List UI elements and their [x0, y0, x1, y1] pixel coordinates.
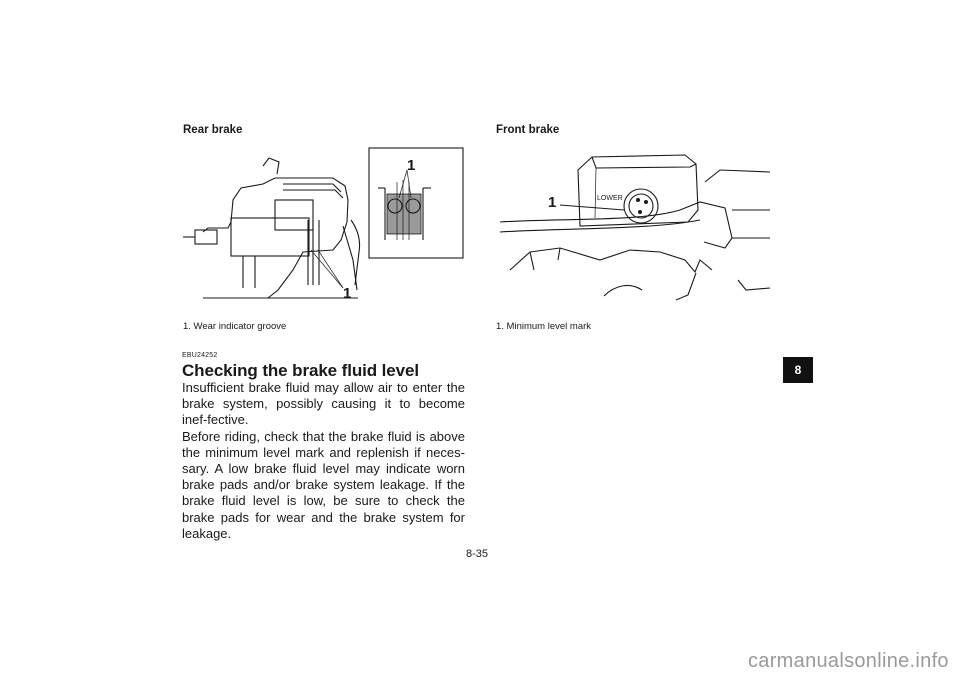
watermark: carmanualsonline.info [748, 650, 949, 672]
front-callout: 1 [548, 194, 557, 211]
front-brake-illustration [500, 140, 790, 310]
rear-callout-top: 1 [407, 157, 416, 174]
rear-callout-bottom: 1 [343, 285, 352, 302]
page-number: 8-35 [466, 548, 489, 560]
front-brake-title: Front brake [496, 124, 560, 136]
chapter-tab: 8 [783, 357, 813, 383]
paragraph-1: Insufficient brake fluid may allow air to enter the brake system, possibly causing it to become inef-fective. [182, 380, 465, 428]
rear-brake-illustration [183, 140, 483, 310]
rear-brake-title: Rear brake [183, 124, 243, 136]
section-heading: Checking the brake fluid level [182, 361, 419, 380]
section-code: EBU24252 [182, 352, 218, 359]
front-brake-caption: 1. Minimum level mark [496, 321, 592, 332]
paragraph-2: Before riding, check that the brake fluid is above the minimum level mark and replenish if neces-sary. A low brake fluid level may indicate worn brake pads and/or brake system leakage. If the brake fluid level is low, be sure to check the brake pads for wear and the brake system for leakage. [182, 428, 465, 541]
section-body [182, 380, 465, 542]
reservoir-label: LOWER [597, 195, 623, 202]
rear-brake-caption: 1. Wear indicator groove [183, 321, 287, 332]
